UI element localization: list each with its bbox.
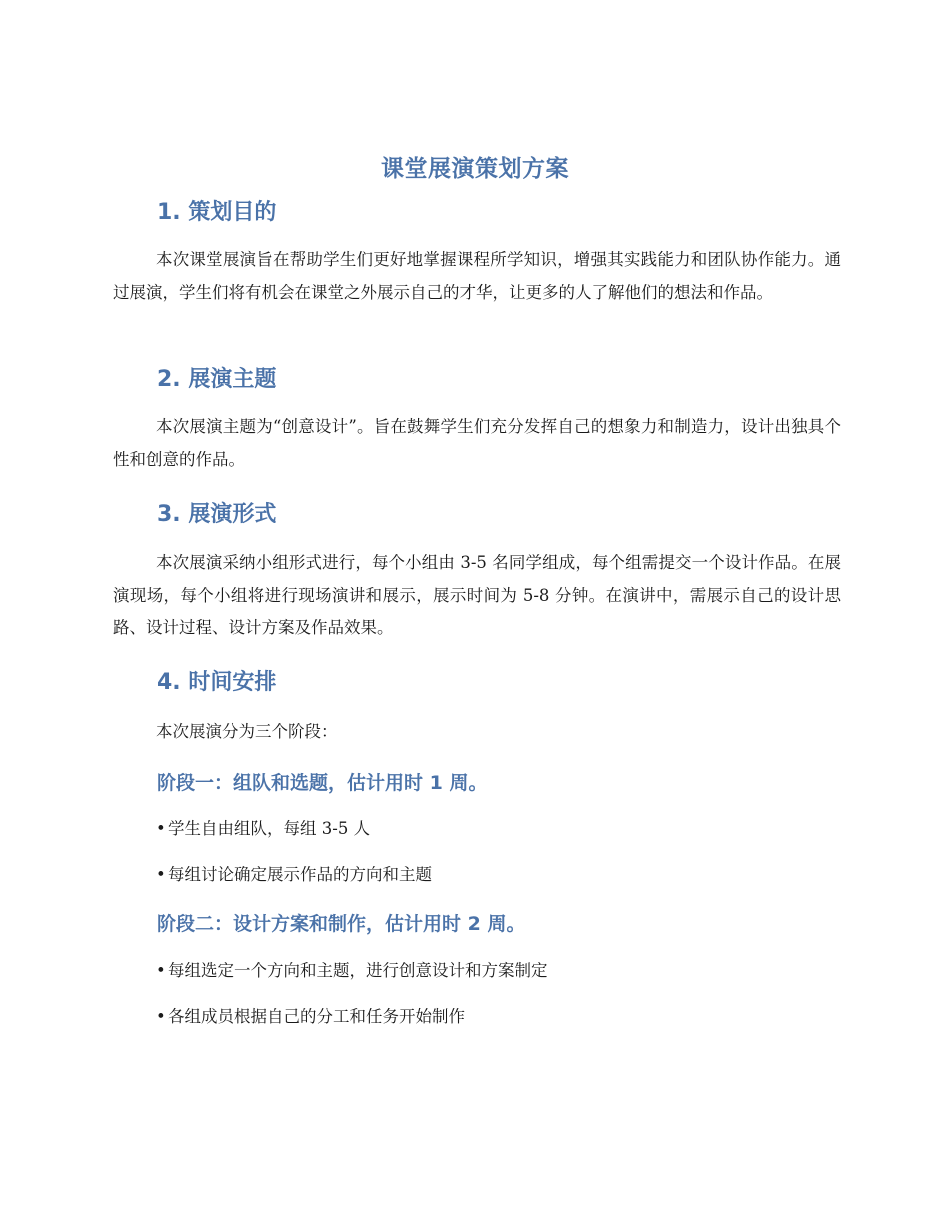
stage-heading-two: 阶段二：设计方案和制作，估计用时 2 周。 [157, 913, 526, 935]
section-heading-schedule: 4. 时间安排 [157, 670, 277, 695]
stage-heading-one: 阶段一：组队和选题，估计用时 1 周。 [157, 772, 488, 794]
list-item-text: 每组讨论确定展示作品的方向和主题 [168, 865, 432, 884]
list-item [156, 1002, 465, 1032]
bullet-marker: • [156, 1007, 166, 1026]
section-paragraph-theme: 本次展演主题为“创意设计”。旨在鼓舞学生们充分发挥自己的想象力和制造力，设计出独具个性和创意的作品。 [113, 417, 841, 469]
document-title: 课堂展演策划方案 [381, 156, 569, 182]
section-paragraph-format: 本次展演采纳小组形式进行，每个小组由 3-5 名同学组成，每个组需提交一个设计作品。在展演现场，每个小组将进行现场演讲和展示，展示时间为 5-8 分钟。在演讲中，需展示自己的设计思路、设计过程、设计方案及作品效果。 [113, 553, 841, 637]
list-item [156, 956, 548, 986]
section-heading-purpose: 1. 策划目的 [157, 200, 277, 225]
section-heading-format: 3. 展演形式 [157, 502, 277, 527]
bullet-marker: • [156, 961, 166, 980]
section-paragraph-purpose: 本次课堂展演旨在帮助学生们更好地掌握课程所学知识，增强其实践能力和团队协作能力。通过展演，学生们将有机会在课堂之外展示自己的才华，让更多的人了解他们的想法和作品。 [113, 250, 841, 302]
list-item-text: 每组选定一个方向和主题，进行创意设计和方案制定 [168, 961, 548, 980]
section-paragraph-schedule: 本次展演分为三个阶段： [156, 722, 338, 741]
list-item [156, 814, 370, 844]
bullet-marker: • [156, 865, 166, 884]
list-item [156, 860, 432, 890]
section-heading-theme: 2. 展演主题 [157, 367, 277, 392]
bullet-marker: • [156, 819, 166, 838]
list-item-text: 各组成员根据自己的分工和任务开始制作 [168, 1007, 465, 1026]
list-item-text: 学生自由组队，每组 3-5 人 [168, 819, 371, 838]
